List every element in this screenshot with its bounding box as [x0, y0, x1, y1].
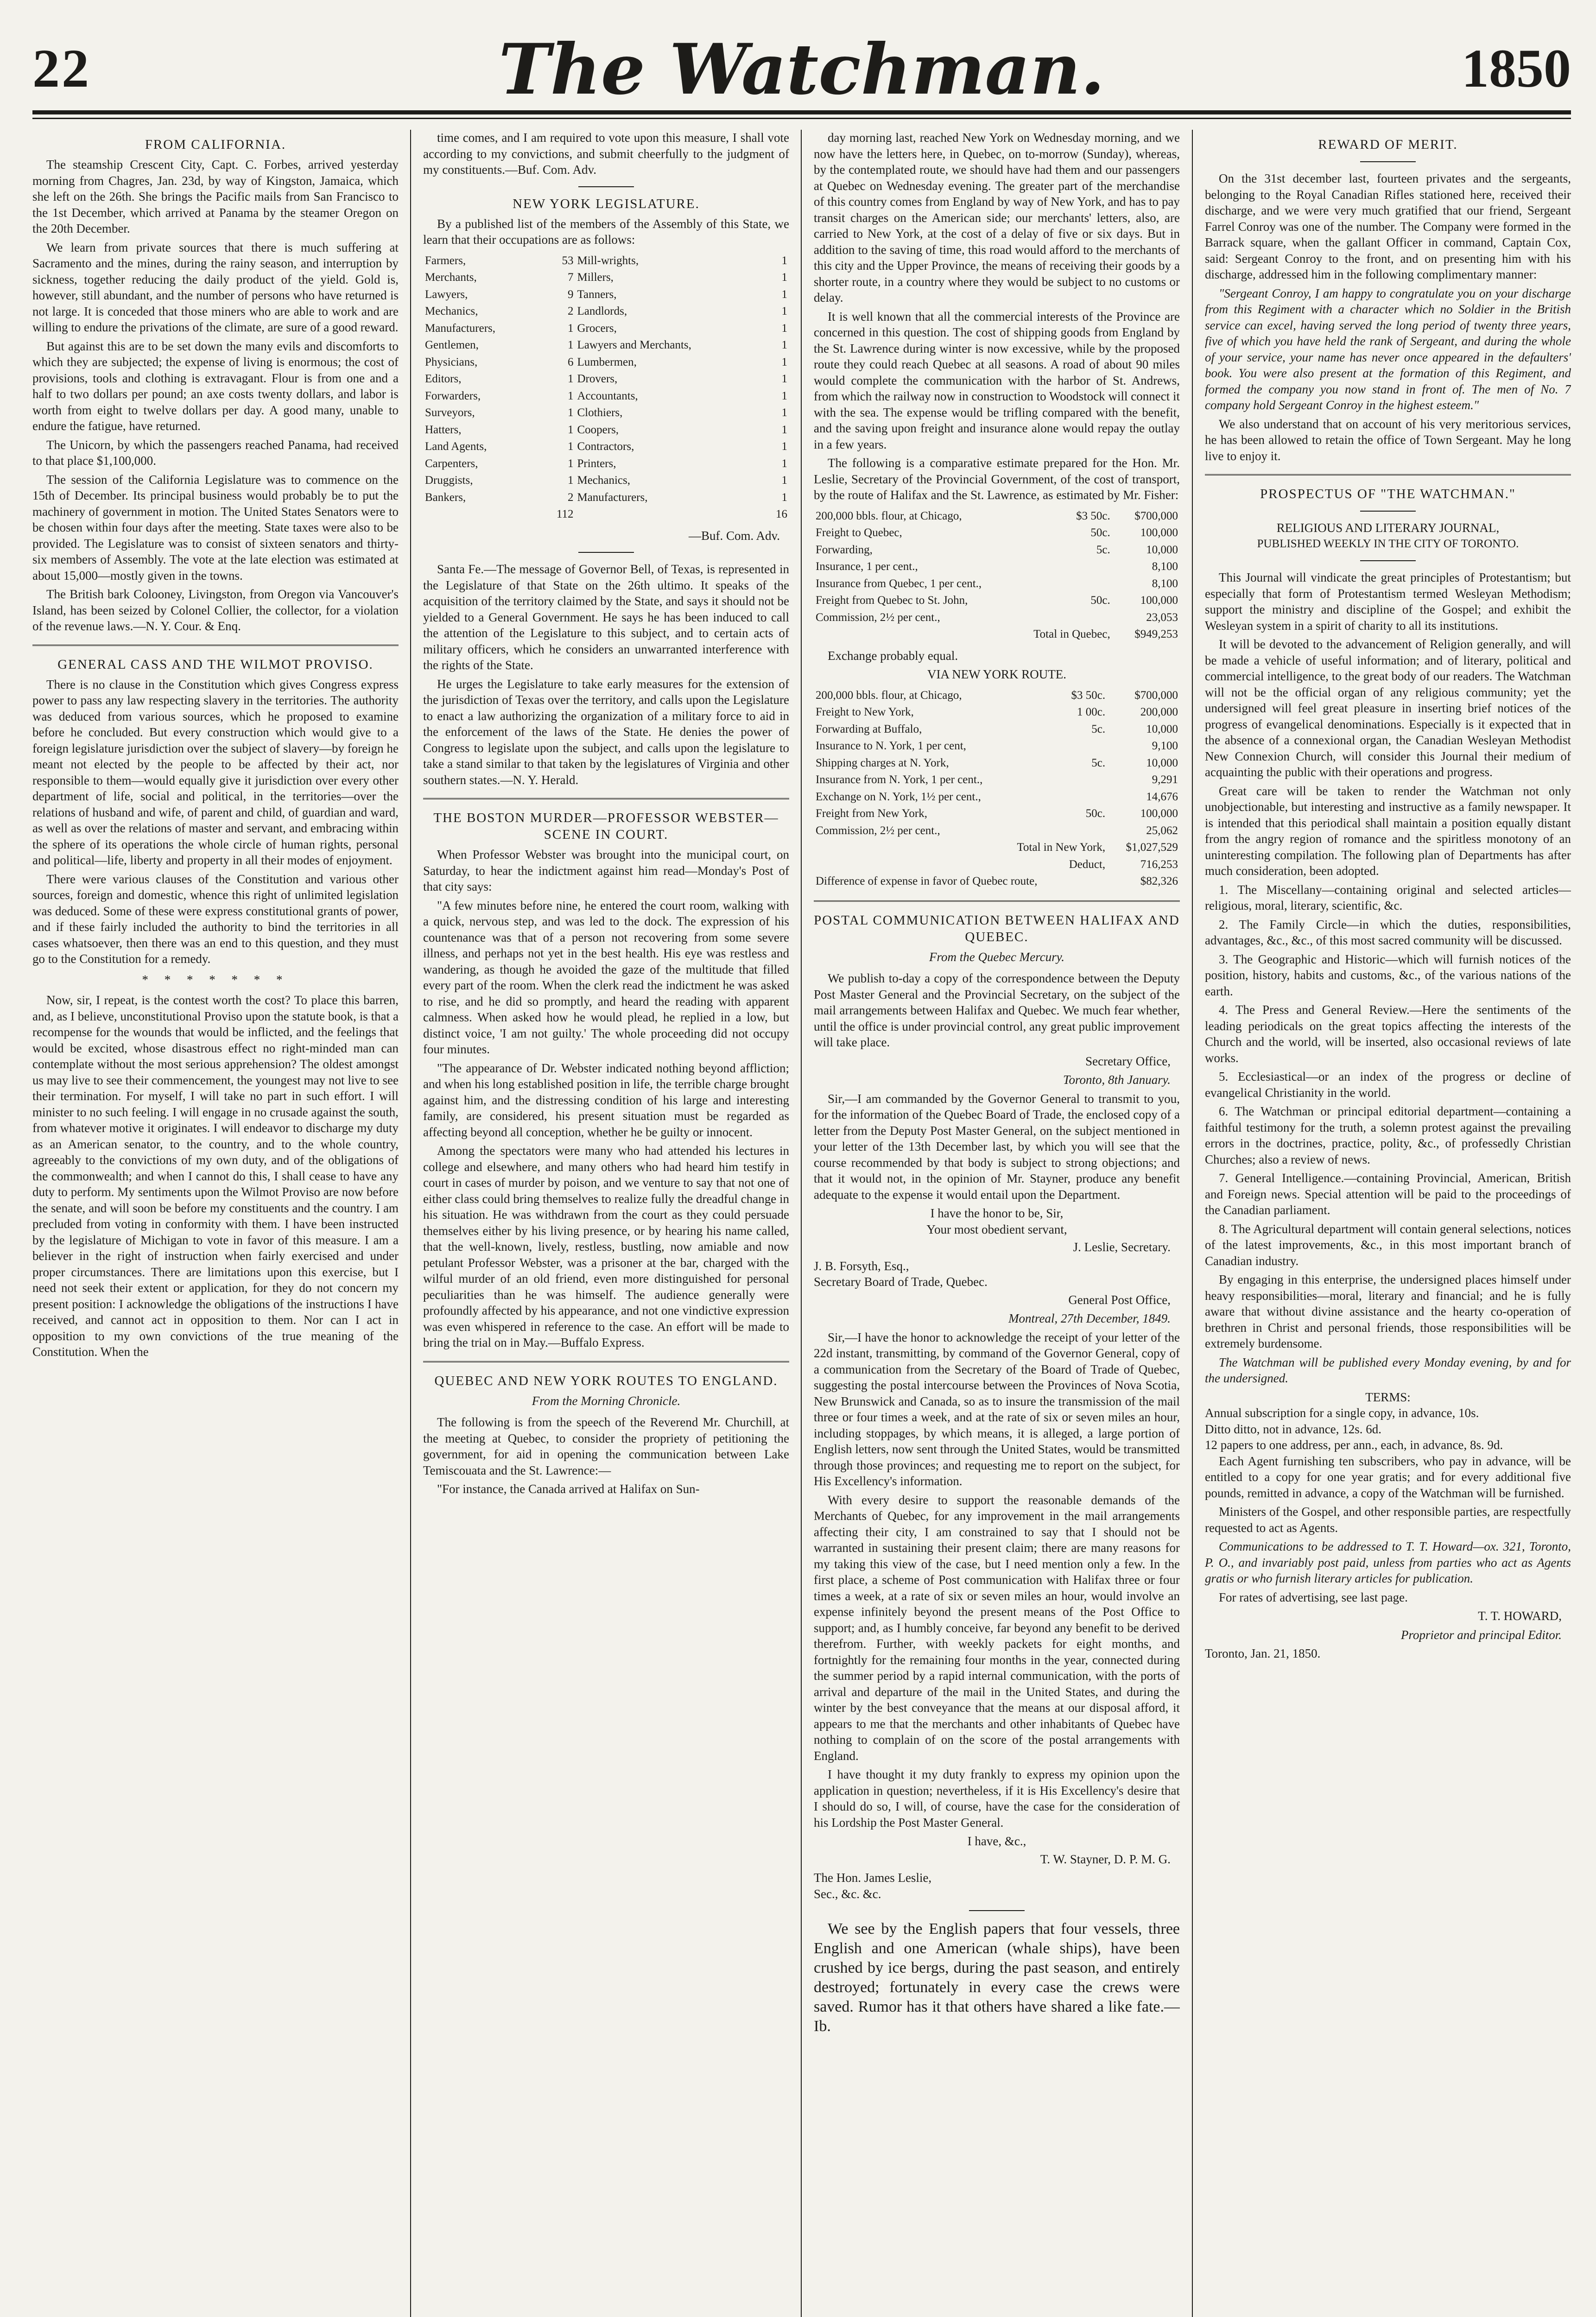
ellipsis-stars: * * * * * * * — [142, 972, 289, 987]
ledger-cell: Exchange on N. York, 1½ per cent., — [816, 790, 981, 803]
ledger-cell: 100,000 — [1140, 594, 1178, 607]
ledger-cell: 50c. — [1090, 526, 1110, 539]
letter-closing: I have, &c., — [967, 1834, 1026, 1848]
letter-office: General Post Office, — [1068, 1292, 1171, 1307]
occupation-row — [423, 286, 789, 304]
ledger-row — [814, 525, 1180, 542]
ledger-difference-row: Difference of expense in favor of Quebec route, $82,326 — [816, 875, 1178, 887]
ledger-cell: 8,100 — [1152, 560, 1178, 573]
ledger-cell: 5c. — [1091, 756, 1106, 769]
department-item: 2. The Family Circle—in which the duties, responsibilities, advantages, &c., &c., of this most sacred community will be discussed. — [1205, 917, 1571, 947]
occupation-cell: 1 — [781, 474, 787, 487]
occupation-cell: Mechanics, — [577, 474, 631, 487]
ledger-cell: Commission, 2½ per cent., — [816, 611, 940, 624]
article-paragraph: We publish to-day a copy of the correspondence between the Deputy Post Master General and the Provincial Secretary, on the subject of the mail arrangements between Halifax and Quebec. We much fear whether, until the office is under provincial control, any great public improvement will take place. — [814, 971, 1180, 1049]
occupation-row — [423, 405, 789, 422]
occupation-cell: Clothiers, — [577, 406, 623, 419]
article-paragraph: The steamship Crescent City, Capt. C. Forbes, arrived yesterday morning from Chagres, Jan. 23d, by way of Kingston, Jamaica, which she left on the 26th. She brings the Pacific mails from San Francisco to the 1st December, which arrived at Panama by the steamer Oregon on the 20th December. — [32, 158, 399, 235]
article-separator — [578, 186, 634, 187]
article-paragraph: We learn from private sources that there is much suffering at Sacramento and the mines, during the rainy season, and interruption by sickness, together reducing the daily product of the yield. Gold is, however, still abundant, and the number of persons who have returned is not large. It is conceded that those miners who are able to work and are willing to endure the privations of the climate, are sure of a good reward. — [32, 240, 399, 334]
occupation-cell: 1 — [781, 440, 787, 453]
ledger-cell: Freight to New York, — [816, 706, 914, 718]
department-item: 6. The Watchman or principal editorial department—containing a faithful testimony for the truth, a solemn protest against the prevailing errors in the doctrines, practice, polity, &c., of professedly Christian Churches; also a review of news. — [1205, 1104, 1571, 1166]
occupation-cell: Lawyers and Merchants, — [577, 339, 691, 351]
ledger-total-row: Total in Quebec, $949,253 — [1033, 628, 1178, 640]
occupation-cell: 1 — [781, 423, 787, 436]
dateline: Toronto, Jan. 21, 1850. — [1205, 1646, 1321, 1660]
article-paragraph: The Watchman will be published every Monday evening, by and for the undersigned. — [1205, 1355, 1571, 1385]
article-paragraph: By a published list of the members of the Assembly of this State, we learn that their occupations are as follows: — [423, 216, 789, 247]
article-paragraph: On the 31st december last, fourteen privates and the sergeants, belonging to the Royal Canadian Rifles stationed here, received their discharge, and we were very much gratified that our friend, Sergeant Farrel Conroy was one of the number. The Company were formed in the Barrack square, when the gallant Officer in command, Captain Cox, said: Sergeant Conroy to the front, and on presenting him with his discharge, addressed him in the following complimentary manner: — [1205, 171, 1571, 281]
article-separator — [1360, 560, 1416, 561]
column-4 — [1205, 130, 1571, 2317]
department-item: 8. The Agricultural department will contain general selections, notices of the latest improvements, &c., in this most important branch of Canadian industry. — [1205, 1222, 1571, 1268]
occupation-cell: Gentlemen, — [425, 339, 479, 351]
occupation-cell: 1 — [567, 373, 574, 385]
article-paragraph: He urges the Legislature to take early measures for the extension of the jurisdiction of Texas over the territory, and calls upon the Legislature to enact a law authorizing the organization of a military force to aid in the enforcement of the laws of the State. He denies the power of Congress to legislate upon the subject, and calls upon the legislature to take a stand similar to that taken by the legislatures of Virginia and other southern states.—N. Y. Herald. — [423, 677, 789, 787]
article-paragraph: day morning last, reached New York on Wednesday morning, and we now have the letters here, in Quebec, on to-morrow (Sunday), whereas, by the contemplated route, we should have had them and our passengers at Quebec on Wednesday evening. The greater part of the merchandise of this country comes from England by way of New York, and has to pay transit charges on the American side; our merchants' letters, also, are carried to New York, at the cost of a delay of five or six days. But in addition to the saving of time, this road would afford to the merchants of this city and the Upper Province, the means of receiving their goods by a shorter route, in a country where they would be subject to no customs or delay. — [814, 131, 1180, 304]
occupation-cell: 7 — [567, 271, 574, 284]
article-paragraph: By engaging in this enterprise, the undersigned places himself under heavy responsibilities—moral, literary and financial; and he is fully aware that without divine assistance and the hearty co-operation of brethren in Christ and personal friends, those responsibilities will be extremely burdensome. — [1205, 1272, 1571, 1350]
occupation-row — [423, 388, 789, 405]
article-paragraph: It is well known that all the commercial interests of the Province are concerned in this question. The cost of shipping goods from England by the St. Lawrence during winter is now excessive, while by the proposed route they could reach Quebec at all seasons. A road of about 90 miles would complete the communication with the harbor of St. Andrews, from which the railway now in construction to Woodstock will connect it with the sea. The expense would be trifling compared with the benefit, and the saving upon freight and insurance alone would repay the outlay in a few years. — [814, 309, 1180, 451]
occupation-cell: Drovers, — [577, 373, 618, 385]
ledger-cell: Shipping charges at N. York, — [816, 756, 949, 769]
page-number: 22 — [32, 38, 91, 99]
occupation-row — [423, 303, 789, 320]
ledger-cell: 50c. — [1090, 594, 1110, 607]
column-2 — [423, 130, 789, 2317]
occupation-cell: 1 — [781, 288, 787, 301]
article-paragraph: The session of the California Legislature was to commence on the 15th of December. Its principal business would probably be to put the machinery of government in motion. The United States Senators were to be chosen within four days after the meeting. State taxes were also to be provided. The Legislature was to consist of sixteen senators and thirty-six members of Assembly. The vote at the late election was estimated at about 15,000—mostly given in the towns. — [32, 472, 399, 582]
ledger-heading: VIA NEW YORK ROUTE. — [927, 667, 1066, 681]
occupation-cell: 2 — [567, 491, 574, 504]
letter-body: Sir,—I am commanded by the Governor General to transmit to you, for the information of the Quebec Board of Trade, the enclosed copy of a letter from the Deputy Post Master General, on the subject mentioned in your letter of the 13th December last, by which you will see that the course recommended by that body is subject to strong objections; and that it would not, in the opinion of Mr. Stayner, produce any benefit adequate to the expense it would entail upon the Department. — [814, 1091, 1180, 1202]
ledger-cell: Insurance, 1 per cent., — [816, 560, 918, 573]
masthead — [32, 19, 1571, 116]
article-paragraph: time comes, and I am required to vote upon this measure, I shall vote according to my convictions, and submit cheerfully to the judgment of my constituents.—Buf. Com. Adv. — [423, 131, 789, 177]
article-paragraph: For rates of advertising, see last page. — [1219, 1590, 1408, 1604]
letter-body: With every desire to support the reasonable demands of the Merchants of Quebec, for any improvement in the mail arrangements affecting their city, I am constrained to say that I should not be warranted in sustaining their present claim; there are many reasons for my taking this view of the case, but I need mention only a few. In the first place, a scheme of Post communication with Halifax three or four times a week, at a rate of six or seven miles an hour, would involve an expense infinitely beyond the present means of the Post Office to support; and, as I humbly conceive, far beyond any benefit to be derived therefrom. Further, with weekly packets for eight months, and fortnightly for the remaining four months in the year, connected during the summer period by a rapid internal communication, with the ports of arrival and departure of the mail in the United States, and during the winter by the best conveyance that the means at our disposal afford, it appears to me that the merchants and other inhabitants of Quebec have nothing to complain of on the score of the postal arrangements with England. — [814, 1493, 1180, 1763]
article-paragraph: "The appearance of Dr. Webster indicated nothing beyond affliction; and when his long established position in life, the terrible charge brought against him, and the distressing condition of his large and interesting family, are considered, his present situation must be regarded as affecting beyond all conception, whether he be guilty or innocent. — [423, 1061, 789, 1139]
occupation-cell: Mill-wrights, — [577, 254, 639, 267]
occupation-cell: Merchants, — [425, 271, 477, 284]
occupation-row — [423, 269, 789, 286]
terms-heading: TERMS: — [1365, 1390, 1411, 1404]
article-heading: NEW YORK LEGISLATURE. — [513, 196, 700, 211]
ledger-row — [814, 704, 1180, 721]
ledger-cell: 50c. — [1085, 807, 1106, 820]
occupation-row — [423, 371, 789, 388]
letter-office: Secretary Office, — [1085, 1054, 1171, 1068]
article-paragraph: The British bark Colooney, Livingston, from Oregon via Vancouver's Island, has been seized by Colonel Collier, the collector, for a violation of the revenue laws.—N. Y. Cour. & Enq. — [32, 587, 399, 633]
article-paragraph: But against this are to be set down the many evils and discomforts to which they are subjected; the expense of living is enormous; the cost of provisions, tools and clothing is extravagant. Flour is from one and a half to two dollars per pound; an axe costs twenty dollars, and labor is worth from eight to twelve dollars per day. A good many, unable to endure the fatigue, have returned. — [32, 339, 399, 433]
prospectus-heading: PROSPECTUS OF "THE WATCHMAN." — [1260, 487, 1516, 501]
occupation-cell: Lumbermen, — [577, 355, 637, 368]
occupation-row — [423, 354, 789, 371]
occupation-row — [423, 320, 789, 337]
ledger-row — [814, 721, 1180, 738]
article-paragraph: When Professor Webster was brought into the municipal court, on Saturday, to hear the indictment against him read—Monday's Post of that city says: — [423, 848, 789, 893]
ledger-row — [814, 687, 1180, 704]
ledger-row — [814, 542, 1180, 559]
occupation-cell: Lawyers, — [425, 288, 468, 301]
occupation-cell: 1 — [781, 389, 787, 402]
article-paragraph: The Unicorn, by which the passengers reached Panama, had received to that place $1,100,000. — [32, 437, 399, 468]
ledger-cell: Insurance to N. York, 1 per cent, — [816, 740, 966, 752]
occupation-cell: 1 — [781, 373, 787, 385]
masthead-rule — [32, 110, 1571, 114]
occupation-total-cell — [575, 506, 765, 523]
ledger-row — [814, 823, 1180, 840]
letter-addressee: The Hon. James Leslie, Sec., &c. &c. — [814, 1871, 932, 1901]
occupation-cell: 1 — [781, 305, 787, 317]
occupation-cell: 1 — [781, 271, 787, 284]
occupation-cell: Editors, — [425, 373, 462, 385]
ledger-cell — [1054, 772, 1107, 789]
occupation-cell: 1 — [567, 457, 574, 470]
occupation-total-cell — [423, 506, 542, 523]
ledger-cell: 200,000 bbls. flour, at Chicago, — [816, 509, 962, 522]
ledger-cell: 5c. — [1096, 543, 1110, 556]
occupation-total-cell: 16 — [776, 508, 787, 520]
article-paragraph: Great care will be taken to render the Watchman not only unobjectionable, but interesting and instructive as a family newspaper. It is intended that this periodical shall maintain a position equally distant from the angry region of romance and the spiritless monotony of an uninteresting compilation. The following plan of Departments has after much consideration, been adopted. — [1205, 784, 1571, 878]
column-3 — [814, 130, 1180, 2317]
occupation-cell: Physicians, — [425, 355, 478, 368]
occupation-cell: 1 — [781, 491, 787, 504]
article-heading: REWARD OF MERIT. — [1318, 137, 1458, 152]
article-paragraph: "A few minutes before nine, he entered the court room, walking with a quick, nervous step, and was led to the dock. The expression of his countenance was that of a person not recovering from some severe illness, and perhaps not yet in the best health. His eye was restless and wandering, as though he avoided the gaze of the multitude that filled every part of the room. When the clerk read the indictment he was asked to rise, and he did so promptly, and heard the reading with apparent calmness. When asked how he would plead, he replied in a low, but distinct voice, 'I am not guilty.' The whole proceeding did not occupy four minutes. — [423, 898, 789, 1056]
ledger-row — [814, 805, 1180, 823]
columns — [32, 130, 1571, 2317]
occupation-cell: 9 — [567, 288, 574, 301]
occupation-cell: Surveyors, — [425, 406, 475, 419]
ledger-cell: 100,000 — [1140, 807, 1178, 820]
article-paragraph: There is no clause in the Constitution which gives Congress express power to pass any law respecting slavery in the territories. The authority was deduced from various sources, which he proposed to examine before he concluded. But every construction which would give to a foreign legislature jurisdiction over the subject of slavery—by foreign he meant not elected by the people to be affected by their act, nor responsible to them—would equally give it jurisdiction over every other department of life, social and political, in the territories—over the relations of husband and wife, of parent and child, of guardian and ward, as well as over the relations of master and servant, and embracing within the sphere of its operations the whole circle of human rights, personal and political—life, liberty and property in all their modes of enjoyment. — [32, 677, 399, 867]
article-heading: THE BOSTON MURDER—PROFESSOR WEBSTER—SCENE IN COURT. — [433, 810, 779, 842]
ledger-cell: Insurance from N. York, 1 per cent., — [816, 773, 983, 786]
occupation-row — [423, 472, 789, 489]
letter-body: Sir,—I have the honor to acknowledge the receipt of your letter of the 22d instant, transmitting, by command of the Governor General, copy of a communication from the Secretary of the Board of Trade of Quebec, suggesting the postal intercourse between the Provinces of Nova Scotia, New Brunswick and Canada, so as to insure the transmission of the mail three or four times a week, and at the rate of six or seven miles an hour, including stoppages, by which means, it is alleged, a large portion of English letters, now sent through the United States, would be transmitted through those provinces; and requesting me to report on the subject, for His Excellency's information. — [814, 1330, 1180, 1488]
occupation-cell: Coopers, — [577, 423, 619, 436]
ledger-cell: 10,000 — [1146, 722, 1178, 735]
occupation-total-cell: 112 — [556, 508, 574, 520]
column-divider — [1192, 130, 1193, 2317]
occupation-cell: 1 — [567, 389, 574, 402]
ledger-row — [814, 738, 1180, 755]
occupation-cell: Bankers, — [425, 491, 466, 504]
occupation-cell: 1 — [781, 355, 787, 368]
occupation-cell: Mechanics, — [425, 305, 478, 317]
article-heading: POSTAL COMMUNICATION BETWEEN HALIFAX AND QUEBEC. — [814, 912, 1180, 944]
occupation-cell: Hatters, — [425, 423, 462, 436]
occupation-cell: 1 — [567, 406, 574, 419]
article-paragraph: Each Agent furnishing ten subscribers, who pay in advance, will be entitled to a copy for one year gratis; and for every additional five pounds, remitted in advance, a copy of the Watchman will be furnished. — [1205, 1454, 1571, 1500]
ledger-cell — [1058, 576, 1112, 593]
occupation-cell: Manufacturers, — [425, 322, 496, 335]
cost-table-new-york — [814, 687, 1180, 890]
occupations-table — [423, 253, 789, 523]
newspaper-title: The Watchman. — [499, 29, 1105, 110]
ledger-total-row: Total in New York, $1,027,529 — [1017, 841, 1178, 854]
ledger-row — [814, 592, 1180, 609]
ledger-cell: 1 00c. — [1077, 706, 1106, 718]
article-separator — [1360, 161, 1416, 162]
issue-year: 1850 — [1462, 38, 1571, 99]
news-brief: We see by the English papers that four vessels, three English and one American (whale ships), have been crushed by ice bergs, during the past season, and entirely destroyed; fortunately in every case the crews were saved. Rumor has it that others have shared a like fate.—Ib. — [814, 1920, 1180, 2035]
occupation-row — [423, 489, 789, 506]
terms-line: Ditto ditto, not in advance, 12s. 6d. — [1205, 1422, 1381, 1436]
article-separator — [578, 552, 634, 553]
occupation-cell: Grocers, — [577, 322, 617, 335]
ledger-cell: Forwarding, — [816, 543, 873, 556]
article-heading: FROM CALIFORNIA. — [145, 137, 286, 152]
department-item: 5. Ecclesiastical—or an index of the progress or decline of evangelical Christianity in the world. — [1205, 1070, 1571, 1100]
ledger-row — [814, 609, 1180, 627]
article-paragraph: Communications to be addressed to T. T. Howard—ox. 321, Toronto, P. O., and invariably post paid, unless from parties who act as Agents gratis or who furnish literary articles for publication. — [1205, 1539, 1571, 1585]
ledger-row — [814, 508, 1180, 525]
ledger-cell — [1058, 609, 1112, 627]
occupation-cell: Tanners, — [577, 288, 617, 301]
article-separator — [423, 1361, 789, 1362]
masthead-rule-thin — [32, 118, 1571, 119]
ledger-cell: 200,000 — [1140, 706, 1178, 718]
prospectus-subheading: RELIGIOUS AND LITERARY JOURNAL, — [1276, 521, 1500, 535]
letter-signature: J. Leslie, Secretary. — [1073, 1240, 1171, 1254]
ledger-cell: Commission, 2½ per cent., — [816, 824, 940, 837]
source-credit: —Buf. Com. Adv. — [688, 528, 780, 543]
article-paragraph: "For instance, the Canada arrived at Halifax on Sun- — [437, 1482, 700, 1496]
editor-title: Proprietor and principal Editor. — [1400, 1627, 1562, 1642]
occupation-cell: 1 — [567, 474, 574, 487]
occupation-cell: 2 — [567, 305, 574, 317]
ledger-row — [814, 755, 1180, 772]
ledger-note: Exchange probably equal. — [828, 648, 958, 663]
occupation-cell: Carpenters, — [425, 457, 478, 470]
occupation-row — [423, 337, 789, 354]
column-1 — [32, 130, 399, 2317]
department-item: 3. The Geographic and Historic—which will furnish notices of the position, history, habits and customs, &c., of the various nations of the earth. — [1205, 952, 1571, 998]
letter-date: Toronto, 8th January. — [1063, 1073, 1171, 1087]
ledger-deduct-row: Deduct, 716,253 — [1069, 858, 1178, 871]
article-separator — [969, 1910, 1025, 1911]
ledger-cell: 23,053 — [1146, 611, 1178, 624]
occupation-cell: 1 — [567, 423, 574, 436]
ledger-cell: $700,000 — [1134, 689, 1178, 702]
occupation-cell: Druggists, — [425, 474, 473, 487]
occupation-row — [423, 253, 789, 270]
ledger-row — [814, 576, 1180, 593]
letter-date: Montreal, 27th December, 1849. — [1008, 1311, 1171, 1325]
article-paragraph: Santa Fe.—The message of Governor Bell, of Texas, is represented in the Legislature of that State on the 26th ultimo. It speaks of the acquisition of the territory claimed by the State, and says it should not be yielded to a General Government. He says he has been induced to call the attention of the Legislature to this subject, and to certain acts of military officers, which he considers an unwarranted interference with the rights of the State. — [423, 562, 789, 672]
occupation-cell: 1 — [781, 254, 787, 267]
article-heading: QUEBEC AND NEW YORK ROUTES TO ENGLAND. — [434, 1373, 778, 1388]
article-paragraph: Now, sir, I repeat, is the contest worth the cost? To place this barren, and, as I believe, unconstitutional Proviso upon the statute book, is that a recompense for the wounds that would be inflicted, and the feelings that would be excited, whose disastrous effect no right-minded man can contemplate without the most serious apprehension? The oldest amongst us may live to see their commencement, the youngest may not live to see their termination. For myself, I will take no part in such effort. I will minister to no such feeling. I will engage in no crusade against the south, from whatever motive it originates. I will endeavor to discharge my duty as an American senator, to the country, and to the whole country, agreeably to the convictions of my own duty, and of the obligations of the commonwealth; and when I cannot do this, I shall cease to have any duty to perform. My sentiments upon the Wilmot Proviso are now before the senate, and will soon be before my constituents and the country. I am precluded from voting in conformity with them. I have been instructed by the legislature of Michigan to vote in favor of this measure. I am a believer in the right of instruction when fairly exercised and under proper circumstances. There are limitations upon this exercise, but I need not seek their extent or application, for they do not concern my present position: I acknowledge the obligations of the instructions I have received, and cannot act in opposition to them. Nor can I act in opposition to my own convictions of the true meaning of the Constitution. When the — [32, 993, 399, 1359]
occupation-row — [423, 422, 789, 439]
ledger-cell — [1054, 738, 1107, 755]
newspaper-page — [32, 19, 1571, 2317]
occupation-row — [423, 438, 789, 456]
ledger-cell: 9,100 — [1152, 740, 1178, 752]
article-heading: GENERAL CASS AND THE WILMOT PROVISO. — [57, 657, 374, 672]
article-paragraph: This Journal will vindicate the great principles of Protestantism; but especially that form of Protestantism termed Wesleyan Methodism; support the ministry and discipline of the Gospel; and exhibit the Wesleyan system in a spirit of charity to all its institutions. — [1205, 570, 1571, 633]
occupation-cell: Farmers, — [425, 254, 466, 267]
occupation-cell: 1 — [567, 322, 574, 335]
occupation-cell: Land Agents, — [425, 440, 487, 453]
terms-line: Annual subscription for a single copy, in advance, 10s. — [1205, 1406, 1479, 1420]
occupation-total-row — [423, 506, 789, 523]
ledger-cell: 14,676 — [1146, 790, 1178, 803]
ledger-cell — [1054, 789, 1107, 806]
letter-signature: T. W. Stayner, D. P. M. G. — [1040, 1852, 1171, 1866]
ledger-cell: 100,000 — [1140, 526, 1178, 539]
occupation-cell: 1 — [781, 339, 787, 351]
occupation-cell: 1 — [781, 322, 787, 335]
letter-closing: I have the honor to be, Sir, Your most obedient servant, — [926, 1206, 1067, 1236]
ledger-row — [814, 558, 1180, 576]
article-separator — [1205, 474, 1571, 475]
occupation-cell: 6 — [567, 355, 574, 368]
article-paragraph: Ministers of the Gospel, and other responsible parties, are respectfully requested to act as Agents. — [1205, 1505, 1571, 1535]
ledger-cell: Forwarding at Buffalo, — [816, 722, 922, 735]
letter-body: I have thought it my duty frankly to express my opinion upon the application in question; nevertheless, if it is His Excellency's desire that I should do so, I will, of course, have the case for the consideration of his Lordship the Post Master General. — [814, 1767, 1180, 1830]
column-divider — [410, 130, 411, 2317]
ledger-cell: 5c. — [1091, 722, 1106, 735]
occupation-cell: Forwarders, — [425, 389, 481, 402]
cost-table-quebec — [814, 508, 1180, 643]
ledger-cell — [1058, 558, 1112, 576]
article-paragraph: The following is a comparative estimate prepared for the Hon. Mr. Leslie, Secretary of the Provincial Government, of the cost of transport, by the route of Halifax and the St. Lawrence, as estimated by Mr. Fisher: — [814, 456, 1180, 502]
ledger-cell: $3 50c. — [1071, 689, 1106, 702]
article-separator — [32, 645, 399, 646]
occupation-cell: Manufacturers, — [577, 491, 648, 504]
department-item: 1. The Miscellany—containing original and selected articles—religious, moral, literary, scientific, &c. — [1205, 882, 1571, 912]
occupation-row — [423, 456, 789, 473]
ledger-cell: 9,291 — [1152, 773, 1178, 786]
ledger-row — [814, 772, 1180, 789]
article-separator — [1360, 511, 1416, 512]
article-quote: "Sergeant Conroy, I am happy to congratulate you on your discharge from this Regiment with a character which no Soldier in the British service can excel, having served the long period of twenty three years, five of which you have held the rank of Sergeant, and during the whole of your service, your name has never once appeared in the defaulters' book. You were also present at the formation of this Regiment, and formed the company you now stand in front of. The men of No. 7 company hold Sergeant Conroy in the highest esteem." — [1205, 286, 1571, 412]
ledger-cell: Freight to Quebec, — [816, 526, 902, 539]
ledger-row — [814, 789, 1180, 806]
article-separator — [814, 900, 1180, 902]
ledger-cell: 8,100 — [1152, 577, 1178, 590]
letter-addressee: J. B. Forsyth, Esq., Secretary Board of Trade, Quebec. — [814, 1259, 988, 1289]
ledger-cell: $3 50c. — [1076, 509, 1110, 522]
occupation-cell: Millers, — [577, 271, 614, 284]
occupation-cell: 1 — [781, 406, 787, 419]
department-item: 4. The Press and General Review.—Here the sentiments of the leading periodicals on the great topics affecting the interests of the Church and the world, will be inserted, also occasional reviews of late works. — [1205, 1003, 1571, 1065]
column-divider — [801, 130, 802, 2317]
ledger-cell: Insurance from Quebec, 1 per cent., — [816, 577, 982, 590]
ledger-cell: 10,000 — [1146, 543, 1178, 556]
occupation-cell: 1 — [567, 339, 574, 351]
occupation-cell: Landlords, — [577, 305, 627, 317]
ledger-cell: $700,000 — [1134, 509, 1178, 522]
article-paragraph: We also understand that on account of his very meritorious services, he has been allowed to retain the office of Town Sergeant. May he long live to enjoy it. — [1205, 417, 1571, 463]
article-source: From the Quebec Mercury. — [929, 950, 1064, 964]
occupation-cell: Printers, — [577, 457, 616, 470]
occupation-cell: 1 — [567, 440, 574, 453]
occupation-cell: Accountants, — [577, 389, 638, 402]
ledger-cell: Freight from New York, — [816, 807, 927, 820]
ledger-cell — [1054, 823, 1107, 840]
occupation-cell: 53 — [562, 254, 574, 267]
ledger-cell: 10,000 — [1146, 756, 1178, 769]
article-separator — [423, 798, 789, 799]
article-paragraph: The following is from the speech of the Reverend Mr. Churchill, at the meeting at Quebec, to consider the propriety of petitioning the government, for aid in opening the communication between Lake Temiscouata and the St. Lawrence:— — [423, 1415, 789, 1477]
article-paragraph: It will be devoted to the advancement of Religion generally, and will be made a vehicle of useful information; and of literary, political and commercial intelligence, to the great body of our readers. The Watchman will not be the official organ of any religious community; yet the undersigned will feel great pleasure in inserting brief notices of the progress of evangelical denominations. Especially is it expected that in the absence of a connexional organ, the Canadian Wesleyan Methodist New Connexion Church, will consider this Journal their medium of acquainting the public with their operations and progress. — [1205, 637, 1571, 779]
occupation-cell: 1 — [781, 457, 787, 470]
article-paragraph: Among the spectators were many who had attended his lectures in college and elsewhere, and many others who had heard him testify in court in cases of murder by poison, and we venture to say that not one of either class could bring themselves to realize fully the dreadful change in his situation. He was withdrawn from the court as they could persuade themselves either by his living presence, or by hearing his name called, that the well-known, lively, restless, bustling, now amiable and now petulant Professor Webster, was a prisoner at the bar, charged with the wilful murder of an old friend, even more distinguished for personal peculiarities than he was himself. The audience generally were profoundly affected by his appearance, and not one vindictive expression was even whispered in reference to the case. An effort will be made to bring the trial on in May.—Buffalo Express. — [423, 1144, 789, 1349]
ledger-cell: Freight from Quebec to St. John, — [816, 594, 968, 607]
article-source: From the Morning Chronicle. — [532, 1393, 681, 1408]
editor-signature: T. T. HOWARD, — [1478, 1609, 1562, 1623]
terms-line: 12 papers to one address, per ann., each, in advance, 8s. 9d. — [1205, 1438, 1503, 1452]
occupation-cell: Contractors, — [577, 440, 634, 453]
article-paragraph: There were various clauses of the Constitution and various other sources, foreign and domestic, whence this right of unlimited legislation was deduced. Some of these were express constitutional grants of power, and if these fairly included the authority to bind the territories in all cases whatsoever, then there was an end to this question, and they must go to the Constitution for a remedy. — [32, 872, 399, 966]
ledger-cell: 25,062 — [1146, 824, 1178, 837]
prospectus-subheading: PUBLISHED WEEKLY IN THE CITY OF TORONTO. — [1257, 537, 1519, 550]
department-item: 7. General Intelligence.—containing Provincial, American, British and Foreign news. Special attention will be paid to the proceedings of the Canadian parliament. — [1205, 1171, 1571, 1217]
ledger-cell: 200,000 bbls. flour, at Chicago, — [816, 689, 962, 702]
